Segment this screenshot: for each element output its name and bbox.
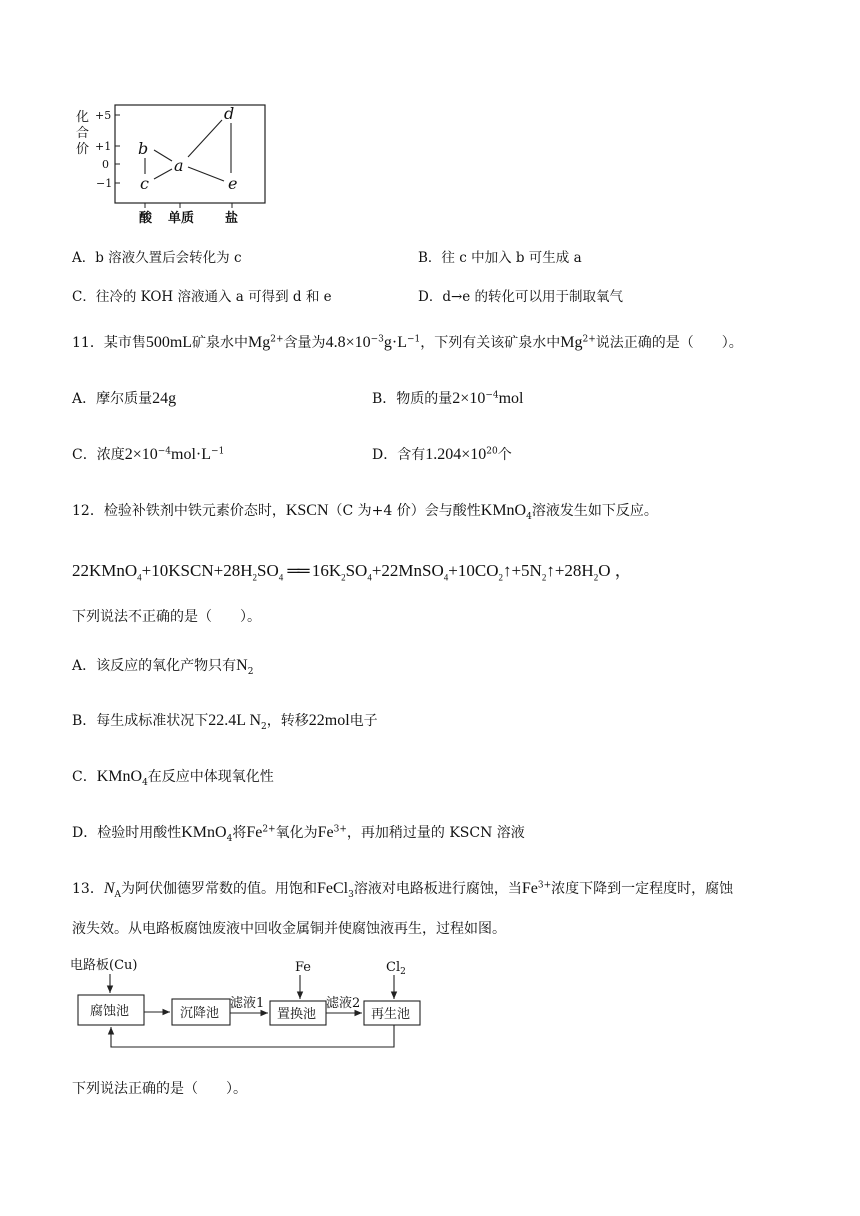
x-tick-label: 单质 [168,211,195,226]
q11-stem: 11．某市售500mL矿泉水中$Mg^{2+}$含量为$4.8\times 10^{-3}g\cdot L^{-1}$，下列有关该矿泉水中$Mg^{2+}$说法正确的是（ ）。 [72,334,743,351]
y-tick-label: 0 [102,158,109,171]
q12-option-b: B．每生成标准状况下22.4L $N_2$，转移22mol电子 [72,712,378,732]
q11-option-d: D．含有$1.204\times 10^{20}$个 [372,446,512,463]
recovery-flow-diagram [70,955,430,1055]
filtrate2-label: 滤液2 [326,996,361,1011]
point-label-a: a [174,156,184,175]
reagent-fe-label: Fe [295,960,312,975]
box-label-replacement: 置换池 [277,1007,317,1022]
q10-option-a: A．b 溶液久置后会转化为 c [72,250,242,266]
ylabel-char: 化 [76,110,90,125]
ylabel-char: 合 [76,126,90,141]
filtrate1-label: 滤液1 [230,996,265,1011]
y-tick-label: +5 [95,109,112,122]
y-tick-label: +1 [95,140,112,153]
q12-prompt: 下列说法不正确的是（ ）。 [72,609,261,625]
q10-option-c: C．往冷的 KOH 溶液通入 a 可得到 d 和 e [72,289,332,305]
q12-option-d: D．检验时用酸性KMnO$_4$将$Fe^{2+}$氧化为$Fe^{3+}$，再加稍过量的 KSCN 溶液 [72,824,525,844]
line-b-a [154,150,172,161]
box-label-settling: 沉降池 [180,1006,220,1021]
line-a-e [188,167,224,181]
x-tick-label: 酸 [139,211,153,226]
input-label-circuit-board: 电路板(Cu) [70,958,138,973]
q10-option-d: D．d→e 的转化可以用于制取氧气 [418,289,624,305]
q13-stem-line2: 液失效。从电路板腐蚀废液中回收金属铜并使腐蚀液再生，过程如图。 [72,921,506,937]
q11-option-a: A．摩尔质量24g [72,390,177,407]
point-label-e: e [228,174,238,193]
x-tick-label: 盐 [225,211,239,226]
valence-diagram [70,95,280,230]
reagent-cl-label: $Cl_2$ [386,960,406,977]
q12-equation: $22KMnO_4+10KSCN+28H_2SO_4$ ══ $16K_2SO_4+22MnSO_4+10CO_2↑+5N_2↑+28H_2O$ ， [72,561,632,583]
box-label-corrosion: 腐蚀池 [90,1004,130,1019]
q12-option-a: A．该反应的氧化产物只有$N_2$ [72,657,254,677]
box-label-regeneration: 再生池 [371,1007,411,1022]
line-c-a [154,169,172,179]
q12-option-c: C．KMnO$_4$在反应中体现氧化性 [72,768,274,788]
q10-option-b: B．往 c 中加入 b 可生成 a [418,250,582,266]
q13-prompt: 下列说法正确的是（ ）。 [72,1081,247,1097]
line-a-d [188,120,222,157]
q12-stem: 12．检验补铁剂中铁元素价态时，KSCN（C 为+4 价）会与酸性KMnO$_4$溶液发生如下反应。 [72,502,658,522]
point-label-c: c [140,174,149,193]
point-label-b: b [138,139,149,158]
q13-stem-line1: 13．$N_A$为阿伏伽德罗常数的值。用饱和FeCl$_3$溶液对电路板进行腐蚀，当$Fe^{3+}$浓度下降到一定程度时，腐蚀 [72,880,734,900]
y-tick-label: −1 [96,177,113,190]
ylabel-char: 价 [76,142,90,157]
point-label-d: d [224,104,235,123]
q11-option-b: B．物质的量$2\times 10^{-4}mol$ [372,390,524,407]
q11-option-c: C．浓度$2\times 10^{-4}mol\cdot L^{-1}$ [72,446,225,463]
